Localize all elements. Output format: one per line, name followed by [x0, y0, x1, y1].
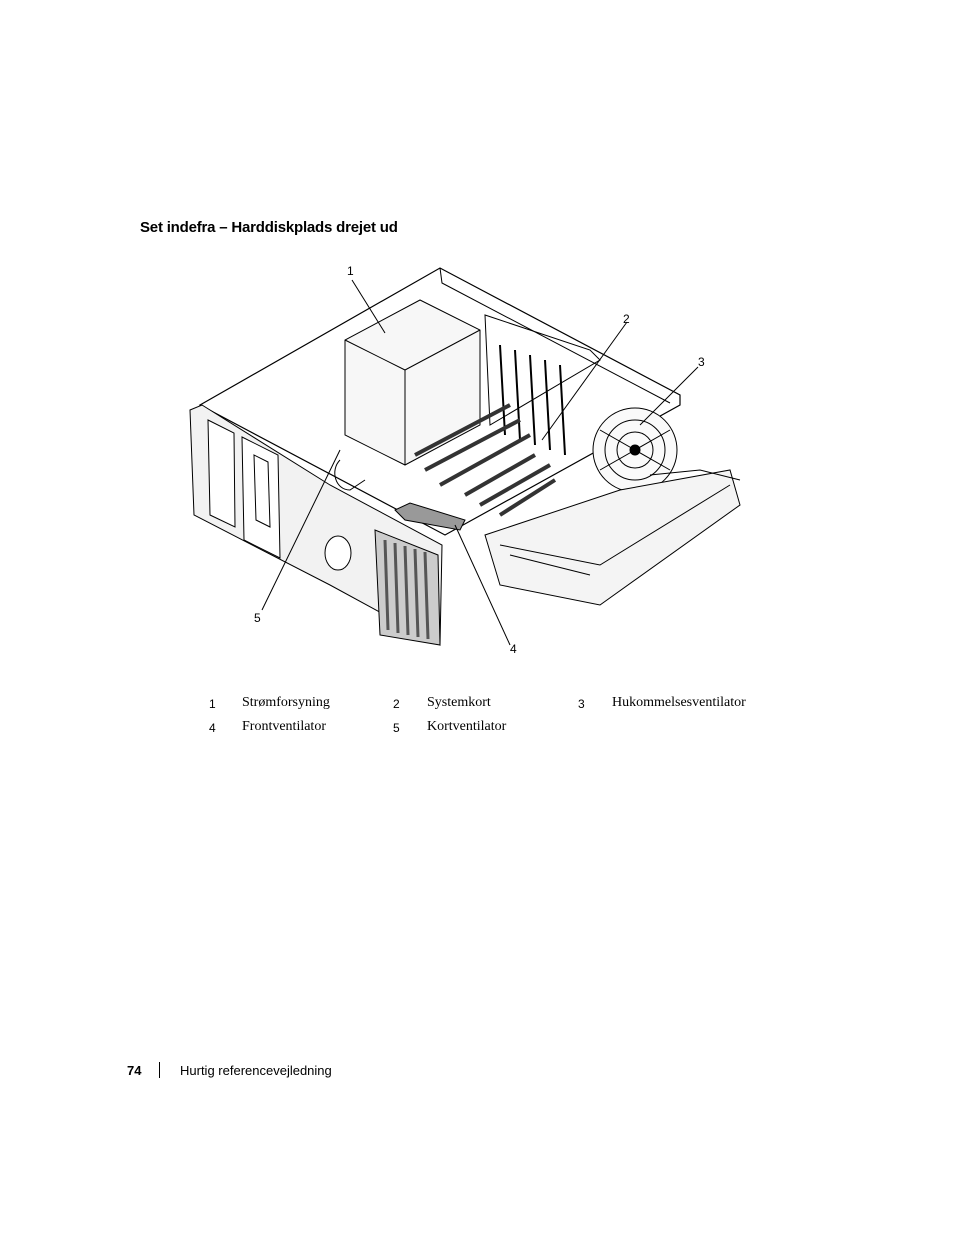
legend-label: Strømforsyning — [242, 695, 330, 710]
drive-bay-1 — [208, 420, 235, 527]
power-supply — [345, 300, 480, 465]
legend-number: 2 — [393, 697, 400, 711]
legend-number: 3 — [578, 697, 585, 711]
callout-5: 5 — [254, 611, 261, 625]
power-button-icon — [325, 536, 351, 570]
card-fan — [335, 460, 365, 490]
legend-number: 4 — [209, 721, 216, 735]
footer-title: Hurtig referencevejledning — [180, 1063, 332, 1078]
footer-divider — [159, 1062, 160, 1078]
legend-label: Hukommelsesventilator — [612, 695, 746, 710]
legend-row — [200, 719, 780, 743]
legend-label: Frontventilator — [242, 719, 326, 734]
legend-row — [200, 695, 780, 719]
leader-line-1 — [352, 280, 385, 333]
page-number: 74 — [127, 1063, 142, 1078]
legend-number: 5 — [393, 721, 400, 735]
callout-2: 2 — [623, 312, 630, 326]
drive-bay-2 — [242, 437, 280, 558]
legend-table — [200, 695, 780, 743]
callout-3: 3 — [698, 355, 705, 369]
computer-interior-illustration — [180, 255, 780, 665]
hard-drive-tray — [485, 470, 740, 605]
legend-number: 1 — [209, 697, 216, 711]
callout-4: 4 — [510, 642, 517, 656]
callout-1: 1 — [347, 264, 354, 278]
leader-line-3 — [640, 367, 698, 425]
legend-label: Systemkort — [427, 695, 491, 710]
legend-label: Kortventilator — [427, 719, 507, 734]
section-heading: Set indefra – Harddiskplads drejet ud — [140, 219, 398, 236]
